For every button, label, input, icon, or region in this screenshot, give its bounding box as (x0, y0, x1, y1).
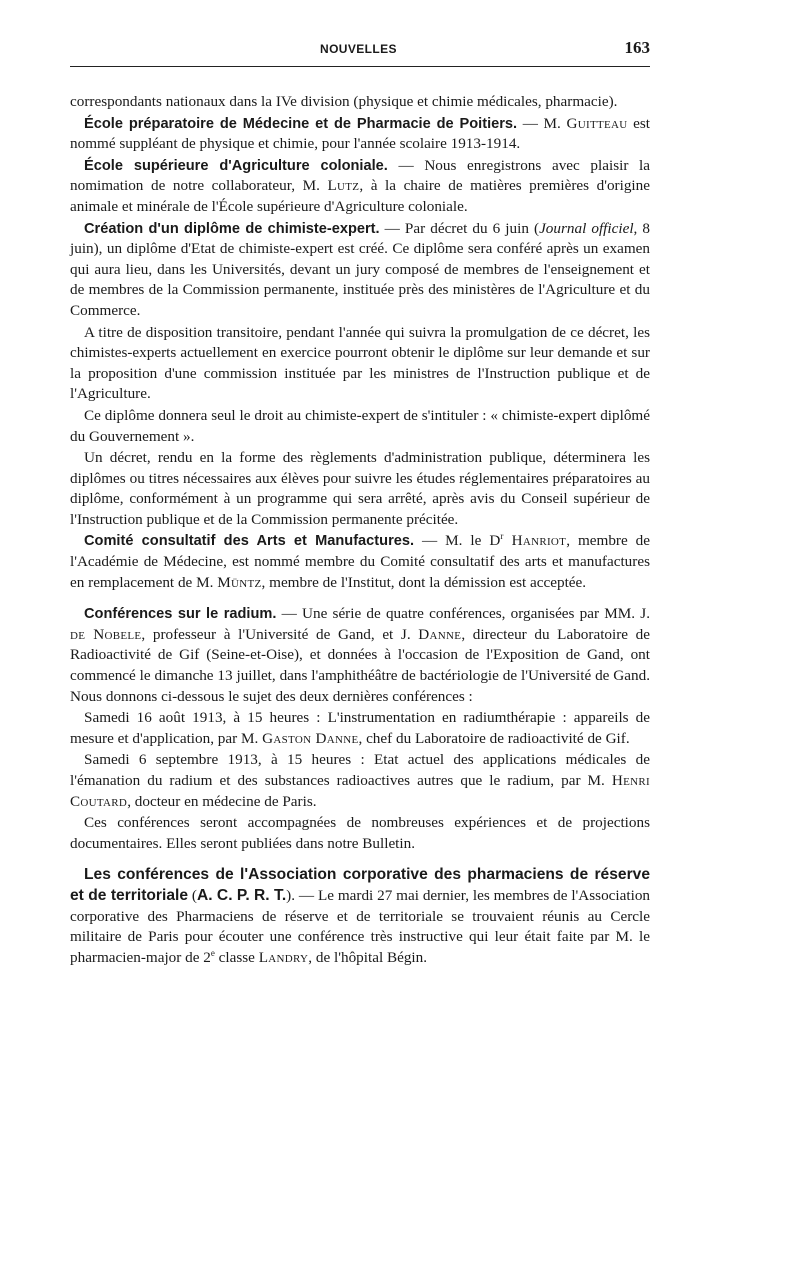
radium-paragraph-2 (70, 708, 650, 749)
text: , professeur à l'Université de Gand, et J. (141, 625, 419, 643)
text: — M. le D (414, 532, 501, 550)
text: , membre de l'Académie de Médecine, est nommé membre du Comité consultatif des arts et manufactures en remplacement de M. (70, 532, 651, 591)
text: classe (214, 948, 259, 966)
text: , de l'hôpital Bégin. (308, 948, 428, 966)
text: , 8 juin), un diplôme d'Etat de chimiste-expert est créé. Ce diplôme sera conféré après un examen qui aura lieu, dans les Universités, devant un jury composé de membres de l'enseignement et de membres de la Commission permanente, instituée près des ministères de l'Agriculture et du Commerce. (70, 219, 651, 319)
text: , docteur en médecine de Paris. (127, 792, 317, 810)
page-number: 163 (624, 38, 650, 57)
running-title: NOUVELLES (320, 42, 397, 56)
section-title-acprt: Les conférences de l'Association corporative des pharmaciens de réserve et de territoriale (70, 866, 650, 904)
text: — Par décret du 6 juin ( (379, 219, 540, 237)
person-name: Lutz (327, 177, 360, 195)
article-body (70, 68, 650, 968)
text: , membre de l'Institut, dont la démission est acceptée. (261, 573, 587, 591)
person-name: Gaston Danne (262, 729, 359, 747)
comite-paragraph (70, 531, 650, 593)
continued-paragraph: correspondants nationaux dans la IVe division (physique et chimie médicales, pharmacie). (70, 93, 618, 110)
section-title-agriculture: École supérieure d'Agriculture coloniale. (84, 157, 388, 174)
section-title-comite: Comité consultatif des Arts et Manufactures. (84, 533, 415, 550)
text: Samedi 6 septembre 1913, à 15 heures : Etat actuel des applications médicales de l'émanation du radium et des substances radioactives autres que le radium, par M. (70, 751, 650, 789)
text: , directeur du Laboratoire de Radioactivité de Gif (Seine-et-Oise), et données à l'occasion de l'Exposition de Gand, ont commencé le dimanche 13 juillet, dans l'amphithéâtre de bactériologie de l'Université de Gand. Nous donnons ci-dessous le sujet des deux dernières conférences : (70, 625, 650, 705)
section-title-chimiste: Création d'un diplôme de chimiste-expert. (84, 220, 380, 237)
person-name: Hanriot (503, 532, 567, 550)
superscript: r (500, 531, 504, 542)
agriculture-paragraph (70, 156, 650, 218)
section-spacer (70, 855, 650, 865)
text: , chef du Laboratoire de radioactivité de Gif. (358, 729, 630, 747)
text: ( (188, 886, 197, 904)
person-name: Henri Coutard (70, 772, 650, 810)
text: Samedi 16 août 1913, à 15 heures : L'instrumentation en radiumthérapie : appareils de mesure et d'application, par M. (70, 709, 650, 747)
section-title-poitiers: École préparatoire de Médecine et de Pharmacie de Poitiers. (84, 115, 518, 132)
text: ). (286, 886, 296, 904)
radium-paragraph-4: Ces conférences seront accompagnées de nombreuses expériences et de projections documentaires. Elles seront publiées dans notre Bulletin. (70, 814, 650, 852)
chimiste-paragraph-4: Un décret, rendu en la forme des règlements d'administration publique, déterminera les diplômes ou titres nécessaires aux élèves pour suivre les études réglementaires préparatoires au diplôme, conformément à un programme qui sera arrêté, après avis du Conseil supérieur de l'Instruction publique et de la Commission permanente précitée. (70, 449, 650, 528)
acprt-paragraph (70, 865, 650, 968)
chimiste-paragraph-2: A titre de disposition transitoire, pendant l'année qui suivra la promulgation de ce décret, les chimistes-experts actuellement en exercice pourront obtenir le diplôme sur leur demande et sur la proposition d'une commission instituée par les ministres de l'Instruction publique et de l'Agriculture. (70, 323, 650, 403)
text: , à la chaire de matières premières d'origine animale et minérale de l'École supérieure d'Agriculture coloniale. (70, 177, 650, 215)
person-name: Landry (258, 948, 309, 966)
text: — Le mardi 27 mai dernier, les membres de l'Association corporative des Pharmaciens de réserve et de territoriale se trouvaient réunis au Cercle militaire de Paris pour écouter une conférence très instructive qui leur était faite par M. le pharmacien-major de 2 (70, 886, 651, 966)
radium-paragraph-3 (70, 750, 650, 812)
chimiste-paragraph-3: Ce diplôme donnera seul le droit au chimiste-expert de s'intituler : « chimiste-expert diplômé du Gouvernement ». (70, 406, 650, 445)
person-name: de Nobele (70, 625, 142, 643)
header-rule (70, 66, 650, 67)
section-title-radium: Conférences sur le radium. (84, 606, 277, 623)
superscript: e (210, 947, 215, 958)
text: M. (543, 114, 567, 132)
person-name: Müntz (217, 573, 262, 591)
poitiers-paragraph (70, 114, 650, 155)
text: — Nous enregistrons avec plaisir la nomimation de notre collaborateur, M. (70, 156, 650, 195)
text: — Une série de quatre conférences, organisées par MM. J. (276, 605, 650, 623)
person-name: Guitteau (566, 114, 628, 132)
chimiste-paragraph (70, 219, 650, 322)
person-name: Danne (418, 625, 462, 643)
section-spacer (70, 594, 650, 604)
abbreviation: A. C. P. R. T. (196, 886, 287, 904)
text: est nommé suppléant de physique et chimie, pour l'année scolaire 1913-1914. (70, 114, 650, 153)
radium-paragraph (70, 604, 650, 707)
journal-title: Journal officiel (539, 219, 634, 237)
dash: — (517, 114, 544, 132)
running-header (70, 0, 650, 68)
page (70, 0, 650, 969)
